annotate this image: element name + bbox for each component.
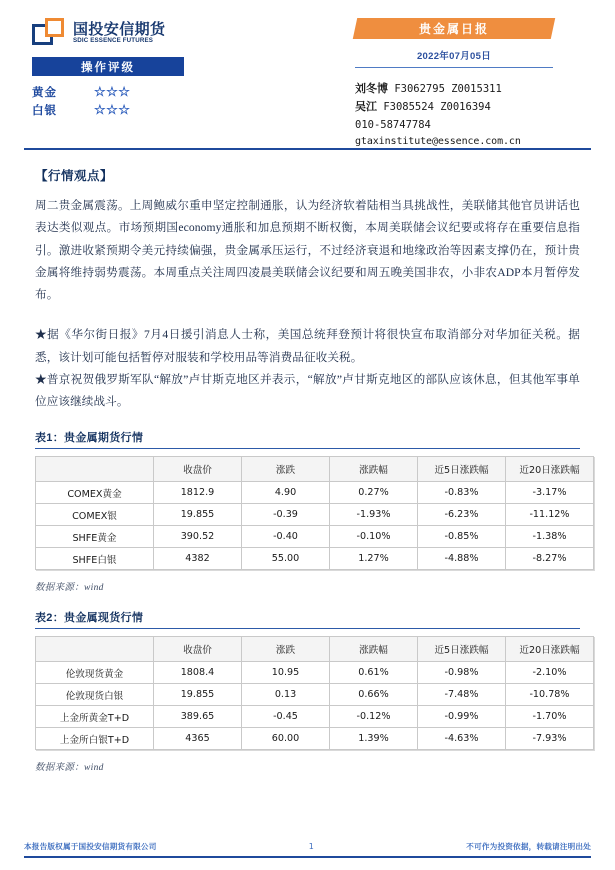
- star-rating-gold-icon: ☆☆☆: [94, 84, 131, 99]
- table2-r0-c5: -2.10%: [506, 662, 594, 684]
- table2-r1-c2: 0.13: [242, 684, 330, 706]
- table2-r3-c1: 4365: [154, 728, 242, 750]
- report-body: [24, 166, 591, 773]
- table1-r3-c1: 4382: [154, 548, 242, 570]
- table2-caption: 表2：贵金属现货行情: [35, 609, 580, 629]
- company-logo: [32, 18, 272, 48]
- table2-col-2: 涨跌: [242, 637, 330, 662]
- spot-table-block: [35, 609, 580, 773]
- news-bullets: [35, 324, 580, 413]
- footer-copyright: 本报告版权属于国投安信期货有限公司: [24, 842, 157, 852]
- report-date: 2022年07月05日: [416, 51, 492, 62]
- table1-r3-c3: 1.27%: [330, 548, 418, 570]
- analyst-line-1: [355, 81, 591, 99]
- table1-caption: 表1：贵金属期货行情: [35, 429, 580, 449]
- logo-orange-square-icon: [45, 18, 64, 37]
- table2-r2-c1: 389.65: [154, 706, 242, 728]
- table1-r2-c4: -0.85%: [418, 526, 506, 548]
- table1-r1-c0: COMEX银: [36, 504, 154, 526]
- table2-r0-c4: -0.98%: [418, 662, 506, 684]
- footer-divider: [24, 856, 591, 858]
- table2-col-1: 收盘价: [154, 637, 242, 662]
- table-row: [36, 482, 594, 504]
- table1-r2-c3: -0.10%: [330, 526, 418, 548]
- table1-r3-c2: 55.00: [242, 548, 330, 570]
- table2-r0-c2: 10.95: [242, 662, 330, 684]
- table1-r1-c2: -0.39: [242, 504, 330, 526]
- table1-r1-c1: 19.855: [154, 504, 242, 526]
- report-title-banner: [355, 18, 591, 39]
- table1-r0-c0: COMEX黄金: [36, 482, 154, 504]
- table2-r3-c4: -4.63%: [418, 728, 506, 750]
- table1-r1-c4: -6.23%: [418, 504, 506, 526]
- table1-r2-c0: SHFE黄金: [36, 526, 154, 548]
- table-row: [36, 504, 594, 526]
- table-row: [36, 526, 594, 548]
- company-name-cn: 国投安信期货: [73, 21, 166, 38]
- table1-r3-c0: SHFE白银: [36, 548, 154, 570]
- table1-col-0: [36, 457, 154, 482]
- report-date-block: [355, 46, 553, 68]
- footer-row: [24, 841, 591, 856]
- table2-r1-c3: 0.66%: [330, 684, 418, 706]
- table2-col-4: 近5日涨跌幅: [418, 637, 506, 662]
- table2-r3-c2: 60.00: [242, 728, 330, 750]
- table2-r1-c0: 伦敦现货白银: [36, 684, 154, 706]
- table2-r1-c5: -10.78%: [506, 684, 594, 706]
- table1-r0-c2: 4.90: [242, 482, 330, 504]
- table2-source: 数据来源：wind: [35, 763, 104, 774]
- table-row: [36, 728, 594, 750]
- table1-r0-c3: 0.27%: [330, 482, 418, 504]
- table1-col-4: 近5日涨跌幅: [418, 457, 506, 482]
- analyst-codes-2: F3085524 Z0016394: [383, 100, 491, 113]
- header-divider: [24, 148, 591, 151]
- table1-r2-c5: -1.38%: [506, 526, 594, 548]
- table2-r2-c0: 上金所黄金T+D: [36, 706, 154, 728]
- table2-col-3: 涨跌幅: [330, 637, 418, 662]
- table2-r2-c3: -0.12%: [330, 706, 418, 728]
- table1-r0-c5: -3.17%: [506, 482, 594, 504]
- table2-r3-c3: 1.39%: [330, 728, 418, 750]
- table1: [35, 456, 594, 570]
- market-view-heading: 【行情观点】: [35, 169, 114, 183]
- footer-page-number: 1: [308, 842, 315, 852]
- table2-r2-c4: -0.99%: [418, 706, 506, 728]
- table2-r3-c0: 上金所白银T+D: [36, 728, 154, 750]
- table1-r3-c4: -4.88%: [418, 548, 506, 570]
- rating-panel-title: 操作评级: [32, 57, 184, 76]
- table1-source: 数据来源：wind: [35, 583, 104, 594]
- rating-row-gold: [32, 83, 184, 101]
- table2: [35, 636, 594, 750]
- table2-r0-c3: 0.61%: [330, 662, 418, 684]
- table1-header-row: [36, 457, 594, 482]
- table1-r2-c1: 390.52: [154, 526, 242, 548]
- rating-label-gold: 黄金: [32, 87, 57, 99]
- table1-r2-c2: -0.40: [242, 526, 330, 548]
- table1-col-5: 近20日涨跌幅: [506, 457, 594, 482]
- report-header: [24, 0, 591, 150]
- header-left-block: [32, 18, 272, 119]
- table1-r0-c4: -0.83%: [418, 482, 506, 504]
- analyst-codes-1: F3062795 Z0015311: [394, 83, 502, 95]
- table2-col-0: [36, 637, 154, 662]
- rating-rows: [32, 83, 184, 119]
- table-row: [36, 684, 594, 706]
- table1-r1-c5: -11.12%: [506, 504, 594, 526]
- table-row: [36, 662, 594, 684]
- logo-text: [73, 18, 165, 45]
- table2-r2-c2: -0.45: [242, 706, 330, 728]
- table2-r0-c1: 1808.4: [154, 662, 242, 684]
- market-view-paragraph: 周二贵金属震荡。上周鲍威尔重申坚定控制通胀，认为经济软着陆相当具挑战性，美联储其他官员讲话也表达类似观点。市场预期国economy通胀和加息预期不断权衡，本周美联储会议纪要或将存在重要信息指引。激进收紧预期令美元持续偏强，贵金属承压运行，不过经济衰退和地缘政治等因素支撑仍在，预计贵金属将维持弱势震荡。本周重点关注周四凌晨美联储会议纪要和周五晚美国非农，小非农ADP本月暂停发布。: [35, 199, 580, 301]
- futures-table-block: [35, 429, 580, 593]
- news-bullet-1: ★据《华尔街日报》7月4日援引消息人士称，美国总统拜登预计将很快宣布取消部分对华加征关税。据悉，该计划可能包括暂停对服装和学校用品等消费品征收关税。: [35, 328, 580, 364]
- table2-header-row: [36, 637, 594, 662]
- table2-r1-c4: -7.48%: [418, 684, 506, 706]
- analyst-name-2: 吴江: [355, 100, 377, 113]
- company-name-en: SDIC ESSENCE FUTURES: [73, 37, 154, 45]
- table1-col-2: 涨跌: [242, 457, 330, 482]
- table2-r2-c5: -1.70%: [506, 706, 594, 728]
- table-row: [36, 706, 594, 728]
- table1-r0-c1: 1812.9: [154, 482, 242, 504]
- table1-r1-c3: -1.93%: [330, 504, 418, 526]
- rating-row-silver: [32, 101, 184, 119]
- star-rating-silver-icon: ☆☆☆: [94, 102, 131, 117]
- analyst-name-1: 刘冬博: [355, 83, 388, 95]
- table-row: [36, 548, 594, 570]
- logo-mark-icon: [32, 18, 66, 48]
- table1-col-3: 涨跌幅: [330, 457, 418, 482]
- table2-r1-c1: 19.855: [154, 684, 242, 706]
- table1-r3-c5: -8.27%: [506, 548, 594, 570]
- table2-r0-c0: 伦敦现货黄金: [36, 662, 154, 684]
- rating-label-silver: 白银: [32, 105, 57, 117]
- date-divider: [355, 67, 553, 68]
- header-right-block: [351, 18, 591, 150]
- contact-phone: 010-58747784: [355, 118, 431, 131]
- report-footer: [24, 841, 591, 858]
- table1-col-1: 收盘价: [154, 457, 242, 482]
- footer-disclaimer: 不可作为投资依据，转载请注明出处: [466, 842, 591, 852]
- contact-block: [355, 81, 591, 150]
- contact-email[interactable]: gtaxinstitute@essence.com.cn: [355, 135, 521, 147]
- analyst-line-2: [355, 99, 591, 117]
- news-bullet-2: ★普京祝贺俄罗斯军队“解放”卢甘斯克地区并表示，“解放”卢甘斯克地区的部队应该休息，但其他军事单位应该继续战斗。: [35, 372, 580, 408]
- table2-r3-c5: -7.93%: [506, 728, 594, 750]
- table2-col-5: 近20日涨跌幅: [506, 637, 594, 662]
- report-title: 贵金属日报: [418, 22, 489, 36]
